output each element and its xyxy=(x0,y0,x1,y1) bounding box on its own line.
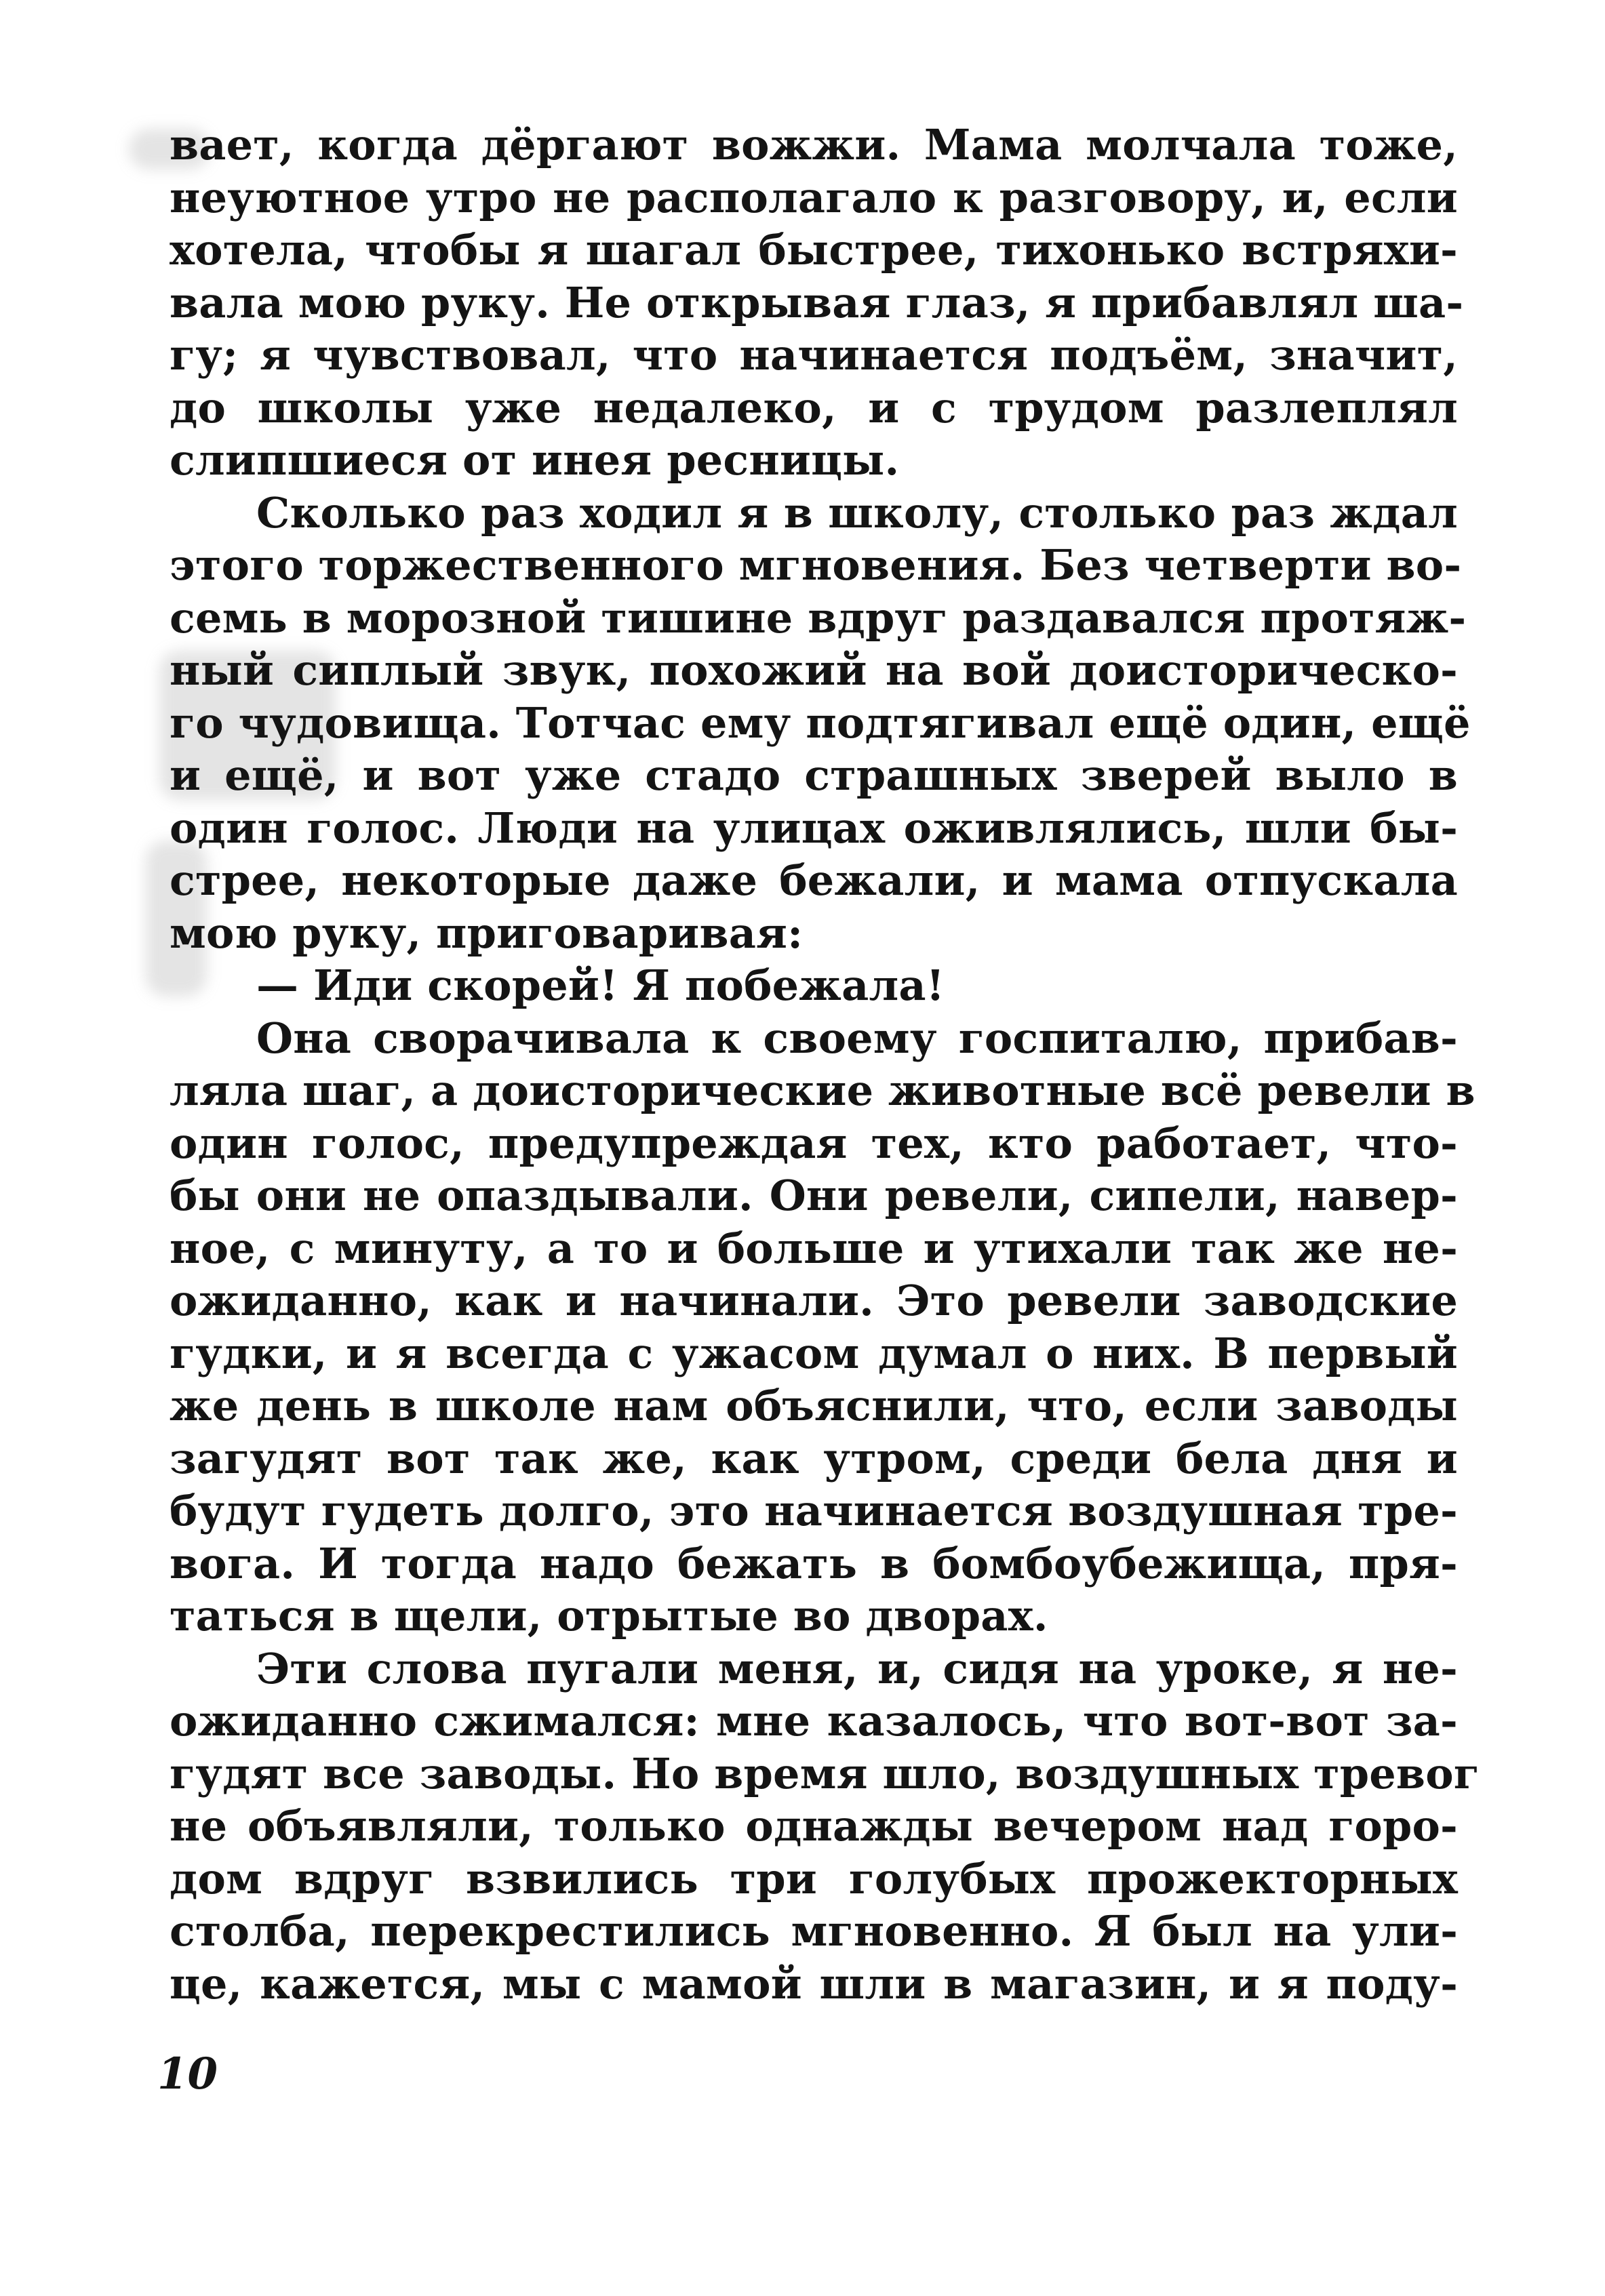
text-line: хотела, чтобы я шагал быстрее, тихонько встряхи- xyxy=(170,225,1458,275)
text-line: не объявляли, только однажды вечером над горо- xyxy=(170,1801,1458,1851)
text-line: один голос. Люди на улицах оживлялись, шли бы- xyxy=(170,803,1458,853)
text-line: слипшиеся от инея ресницы. xyxy=(170,435,900,485)
text-line: вога. И тогда надо бежать в бомбоубежища, пря- xyxy=(170,1538,1458,1588)
paragraph-first-line: Она сворачивала к своему госпиталю, прибав- xyxy=(256,1013,1458,1063)
text-line: загудят вот так же, как утром, среди бела дня и xyxy=(170,1433,1458,1483)
text-line: ожиданно сжимался: мне казалось, что вот-вот за- xyxy=(170,1696,1458,1746)
text-line: ное, с минуту, а то и больше и утихали так же не- xyxy=(170,1223,1458,1273)
text-line: же день в школе нам объяснили, что, если заводы xyxy=(170,1381,1458,1430)
text-line: один голос, предупреждая тех, кто работает, что- xyxy=(170,1118,1458,1168)
text-line: дом вдруг взвились три голубых прожекторных xyxy=(170,1853,1458,1904)
text-line: этого торжественного мгновения. Без четверти во- xyxy=(170,540,1462,590)
text-line: вала мою руку. Не открывая глаз, я прибавлял ша- xyxy=(170,277,1464,327)
text-line: гудки, и я всегда с ужасом думал о них. В первый xyxy=(170,1328,1458,1378)
text-line: столба, перекрестились мгновенно. Я был на ули- xyxy=(170,1906,1458,1956)
text-line: це, кажется, мы с мамой шли в магазин, и я поду- xyxy=(170,1958,1458,2009)
text-line: ный сиплый звук, похожий на вой доисторическо- xyxy=(170,645,1458,695)
dialogue-line: — Иди скорей! Я побежала! xyxy=(256,961,945,1010)
text-line: неуютное утро не располагало к разговору, и, если xyxy=(170,172,1458,222)
paragraph-first-line: Эти слова пугали меня, и, сидя на уроке, я не- xyxy=(256,1643,1458,1693)
text-line: ожиданно, как и начинали. Это ревели заводские xyxy=(170,1276,1458,1325)
text-line: таться в щели, отрытые во дворах. xyxy=(170,1591,1048,1640)
page-number: 10 xyxy=(157,2049,218,2099)
text-line: будут гудеть долго, это начинается воздушная тре- xyxy=(170,1486,1458,1535)
text-line: гу; я чувствовал, что начинается подъём, значит, xyxy=(170,330,1458,380)
text-line: и ещё, и вот уже стадо страшных зверей выло в xyxy=(170,750,1458,800)
text-line: ляла шаг, а доисторические животные всё ревели в xyxy=(170,1066,1475,1115)
text-line: го чудовища. Тотчас ему подтягивал ещё один, ещё xyxy=(170,698,1471,748)
text-line: до школы уже недалеко, и с трудом разлеплял xyxy=(170,382,1458,432)
text-line: бы они не опаздывали. Они ревели, сипели, навер- xyxy=(170,1171,1458,1220)
body-text xyxy=(170,119,1480,2010)
paragraph-first-line: Сколько раз ходил я в школу, столько раз ждал xyxy=(256,487,1458,538)
text-line: семь в морозной тишине вдруг раздавался протяж- xyxy=(170,592,1467,643)
text-line: стрее, некоторые даже бежали, и мама отпускала xyxy=(170,855,1458,905)
text-line: вает, когда дёргают вожжи. Мама молчала тоже, xyxy=(170,120,1458,169)
text-line: мою руку, приговаривая: xyxy=(170,908,804,958)
text-line: гудят все заводы. Но время шло, воздушных тревог xyxy=(170,1748,1480,1798)
